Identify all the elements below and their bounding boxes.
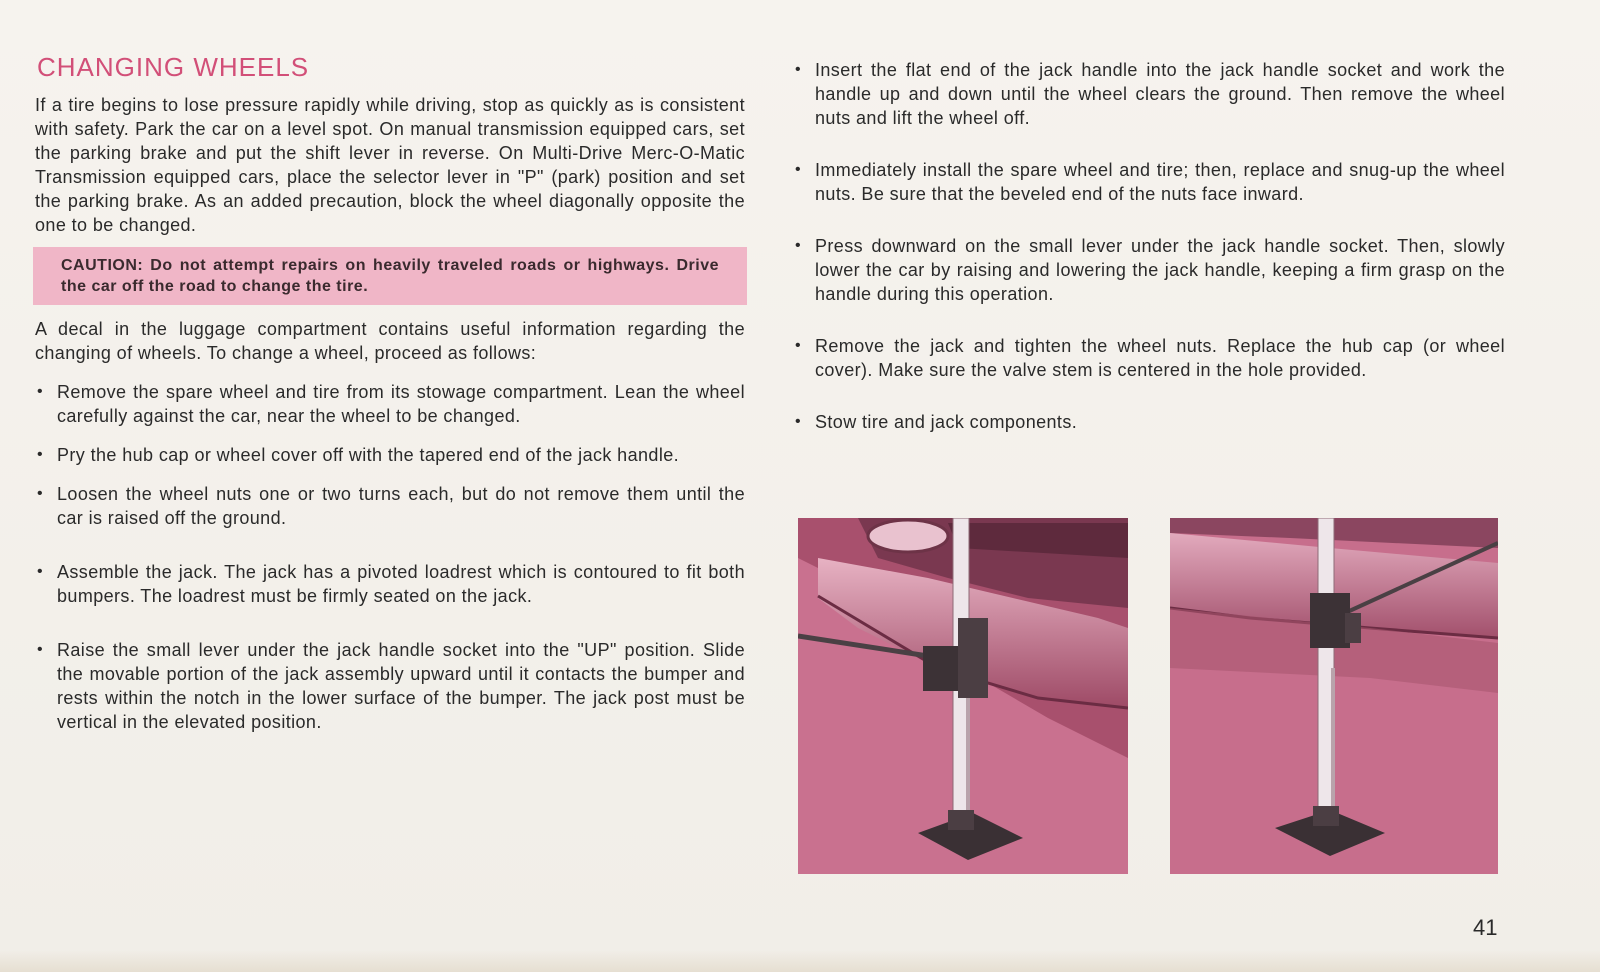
page-number: 41 bbox=[1473, 915, 1498, 940]
bullet-icon: • bbox=[37, 485, 44, 502]
list-item bbox=[35, 560, 745, 608]
bullet-icon: • bbox=[795, 237, 802, 254]
bullet-icon: • bbox=[795, 413, 802, 430]
list-item bbox=[35, 380, 745, 428]
bullet-icon: • bbox=[37, 446, 44, 463]
jack-photo-rear bbox=[1170, 518, 1498, 874]
step-text: Immediately install the spare wheel and tire; then, replace and snug-up the wheel nuts. Be sure that the beveled end of the nuts face inward. bbox=[815, 160, 1505, 204]
bullet-icon: • bbox=[795, 61, 802, 78]
list-item bbox=[35, 482, 745, 530]
list-item bbox=[793, 58, 1505, 130]
intro-paragraph: If a tire begins to lose pressure rapidly while driving, stop as quickly as is consistent with safety. Park the car on a level spot. On manual transmission equipped cars, set the parking brake and put the shift lever in reverse. On Multi-Drive Merc-O-Matic Transmission equipped cars, place the selector lever in "P" (park) position and set the parking brake. As an added precaution, block the wheel diagonally opposite the one to be changed. bbox=[35, 95, 745, 235]
step-text: Remove the jack and tighten the wheel nuts. Replace the hub cap (or wheel cover). Make sure the valve stem is centered in the hole provided. bbox=[815, 336, 1505, 380]
bullet-icon: • bbox=[795, 161, 802, 178]
bullet-icon: • bbox=[37, 641, 44, 658]
step-text: Insert the flat end of the jack handle into the jack handle socket and work the handle up and down until the wheel clears the ground. Then remove the wheel nuts and lift the wheel off. bbox=[815, 60, 1505, 128]
bullet-icon: • bbox=[795, 337, 802, 354]
step-text: Stow tire and jack components. bbox=[815, 412, 1078, 432]
step-text: Assemble the jack. The jack has a pivoted loadrest which is contoured to fit both bumpers. The loadrest must be firmly seated on the jack. bbox=[57, 562, 745, 606]
page-title: CHANGING WHEELS bbox=[37, 52, 310, 82]
right-column bbox=[793, 58, 1505, 462]
step-text: Remove the spare wheel and tire from its stowage compartment. Lean the wheel carefully against the car, near the wheel to be changed. bbox=[57, 382, 745, 426]
jack-photo-front bbox=[798, 518, 1128, 874]
decal-paragraph: A decal in the luggage compartment contains useful information regarding the changing of wheels. To change a wheel, proceed as follows: bbox=[35, 319, 745, 363]
step-text: Press downward on the small lever under the jack handle socket. Then, slowly lower the car by raising and lowering the jack handle, keeping a firm grasp on the handle during this operation. bbox=[815, 236, 1505, 304]
bullet-icon: • bbox=[37, 563, 44, 580]
list-item bbox=[793, 334, 1505, 382]
list-item bbox=[793, 410, 1505, 434]
list-item bbox=[35, 638, 745, 734]
list-item bbox=[793, 158, 1505, 206]
caution-box: CAUTION: Do not attempt repairs on heavily traveled roads or highways. Drive the car off the road to change the tire. bbox=[33, 247, 747, 305]
left-steps-list bbox=[35, 380, 745, 734]
list-item bbox=[35, 443, 745, 467]
right-steps-list bbox=[793, 58, 1505, 434]
step-text: Loosen the wheel nuts one or two turns each, but do not remove them until the car is raised off the ground. bbox=[57, 484, 745, 528]
jack-illustration-front bbox=[798, 518, 1128, 874]
jack-illustration-rear bbox=[1170, 518, 1498, 874]
list-item bbox=[793, 234, 1505, 306]
left-column bbox=[35, 52, 745, 734]
step-text: Pry the hub cap or wheel cover off with the tapered end of the jack handle. bbox=[57, 445, 680, 465]
page-edge-shadow bbox=[0, 950, 1600, 972]
bullet-icon: • bbox=[37, 383, 44, 400]
step-text: Raise the small lever under the jack handle socket into the "UP" position. Slide the movable portion of the jack assembly upward until it contacts the bumper and rests within the notch in the lower surface of the bumper. The jack post must be vertical in the elevated position. bbox=[57, 640, 745, 732]
